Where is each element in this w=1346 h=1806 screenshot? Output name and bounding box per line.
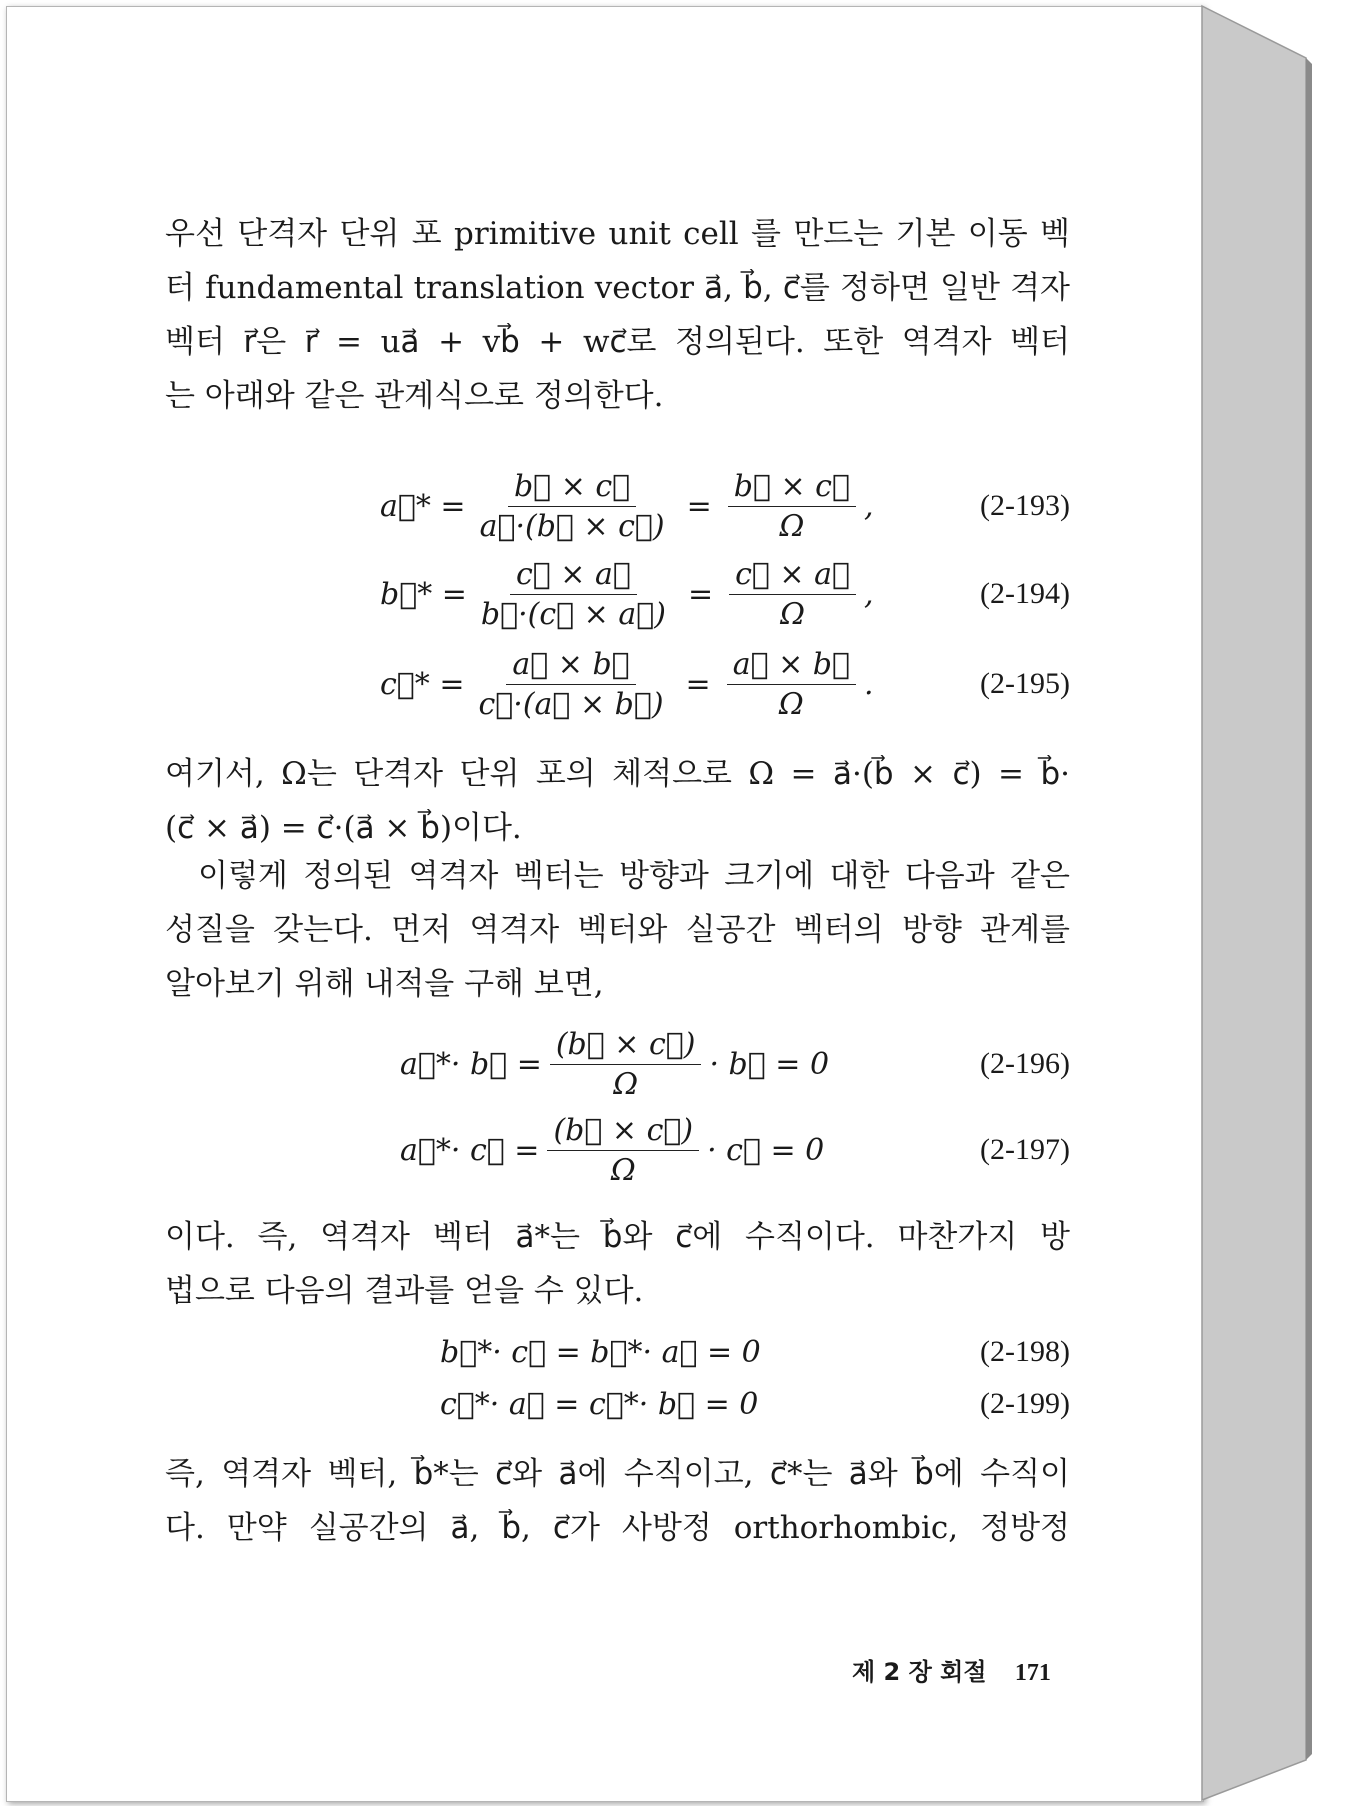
chapter-title: 제 2 장 회절 (852, 1658, 987, 1686)
eq-lhs: b⃗* = (380, 577, 467, 612)
equation-2-193: a⃗* = $\frac{b⃗ \times c⃗}{a⃗\cdot(b⃗ \times c⃗)}$ = $\frac{b⃗ \times c⃗}{\Omega}$ , (2-193) (380, 469, 1070, 544)
equation-number: (2-199) (980, 1387, 1070, 1420)
denominator: Ω (613, 1067, 639, 1102)
eq-lhs: a⃗*· b⃗ = (400, 1047, 542, 1082)
denominator: Ω (779, 509, 805, 544)
numerator: b⃗ × c⃗ (508, 469, 636, 507)
denominator: b⃗·(c⃗ × a⃗) (480, 597, 666, 632)
numerator: (b⃗ × c⃗) (550, 1027, 702, 1065)
equation-2-195: c⃗* = $\frac{a⃗ \times b⃗}{c⃗\cdot(a⃗ \times b⃗)}$ = $\frac{a⃗ \times b⃗}{\Omega}$ . (2-195) (380, 647, 1070, 722)
text-line: (c⃗ × a⃗) = c⃗·(a⃗ × b⃗)이다. (165, 810, 522, 846)
eq-lhs: a⃗*· c⃗ = (400, 1133, 540, 1168)
text-line: 법으로 다음의 결과를 얻을 수 있다. (165, 1273, 644, 1309)
eq-rhs: · c⃗ = 0 (707, 1133, 825, 1168)
text-line: 이다. 즉, 역격자 벡터 a⃗*는 b⃗와 c⃗에 수직이다. 마찬가지 방 (165, 1219, 1070, 1255)
text-line: 즉, 역격자 벡터, b⃗*는 c⃗와 a⃗에 수직이고, c⃗*는 a⃗와 b⃗에 수직이 (165, 1456, 1070, 1492)
eq-expression: b⃗*· c⃗ = b⃗*· a⃗ = 0 (440, 1335, 761, 1370)
numerator: (b⃗ × c⃗) (547, 1113, 699, 1151)
eq-lhs: a⃗* = (380, 489, 466, 524)
equation-number: (2-194) (980, 577, 1070, 610)
denominator: c⃗·(a⃗ × b⃗) (478, 687, 664, 722)
text-line: 성질을 갖는다. 먼저 역격자 벡터와 실공간 벡터의 방향 관계를 (165, 912, 1070, 948)
equation-number: (2-196) (980, 1047, 1070, 1080)
eq-tail: . (864, 667, 874, 702)
numerator: a⃗ × b⃗ (506, 647, 635, 685)
denominator: a⃗·(b⃗ × c⃗) (479, 509, 665, 544)
equation-2-194: b⃗* = $\frac{c⃗ \times a⃗}{b⃗\cdot(c⃗ \times a⃗)}$ = $\frac{c⃗ \times a⃗}{\Omega}$ , (2-194) (380, 557, 1070, 632)
eq-expression: c⃗*· a⃗ = c⃗*· b⃗ = 0 (440, 1387, 759, 1422)
text-line: 다. 만약 실공간의 a⃗, b⃗, c⃗가 사방정 orthorhombic, 정방정 (165, 1510, 1070, 1546)
equation-number: (2-195) (980, 667, 1070, 700)
numerator: c⃗ × a⃗ (729, 557, 856, 595)
text-line: 이렇게 정의된 역격자 벡터는 방향과 크기에 대한 다음과 같은 (198, 858, 1070, 894)
text-line: 우선 단격자 단위 포 primitive unit cell 를 만드는 기본 이동 벡 (165, 216, 1070, 252)
denominator: Ω (778, 687, 804, 722)
page-number: 171 (1014, 1660, 1051, 1686)
numerator: c⃗ × a⃗ (510, 557, 637, 595)
equation-number: (2-193) (980, 489, 1070, 522)
eq-tail: , (864, 577, 874, 612)
book-edge-face (1202, 6, 1306, 1800)
equation-number: (2-198) (980, 1335, 1070, 1368)
text-line: 알아보기 위해 내적을 구해 보면, (165, 966, 604, 1002)
text-line: 터 fundamental translation vector a⃗, b⃗, c⃗를 정하면 일반 격자 (165, 270, 1070, 306)
book-edge-shadow (1306, 58, 1312, 1760)
equation-number: (2-197) (980, 1133, 1070, 1166)
text-line: 여기서, Ω는 단격자 단위 포의 체적으로 Ω = a⃗·(b⃗ × c⃗) = b⃗· (165, 756, 1070, 792)
denominator: Ω (780, 597, 805, 632)
eq-lhs: c⃗* = (380, 667, 465, 702)
eq-rhs: · b⃗ = 0 (709, 1047, 830, 1082)
denominator: Ω (610, 1153, 636, 1188)
numerator: a⃗ × b⃗ (727, 647, 856, 685)
text-line: 벡터 r⃗은 r⃗ = ua⃗ + vb⃗ + wc⃗로 정의된다. 또한 역격자 벡터 (165, 324, 1070, 360)
eq-tail: , (864, 489, 874, 524)
text-line: 는 아래와 같은 관계식으로 정의한다. (165, 378, 664, 414)
numerator: b⃗ × c⃗ (728, 469, 856, 507)
